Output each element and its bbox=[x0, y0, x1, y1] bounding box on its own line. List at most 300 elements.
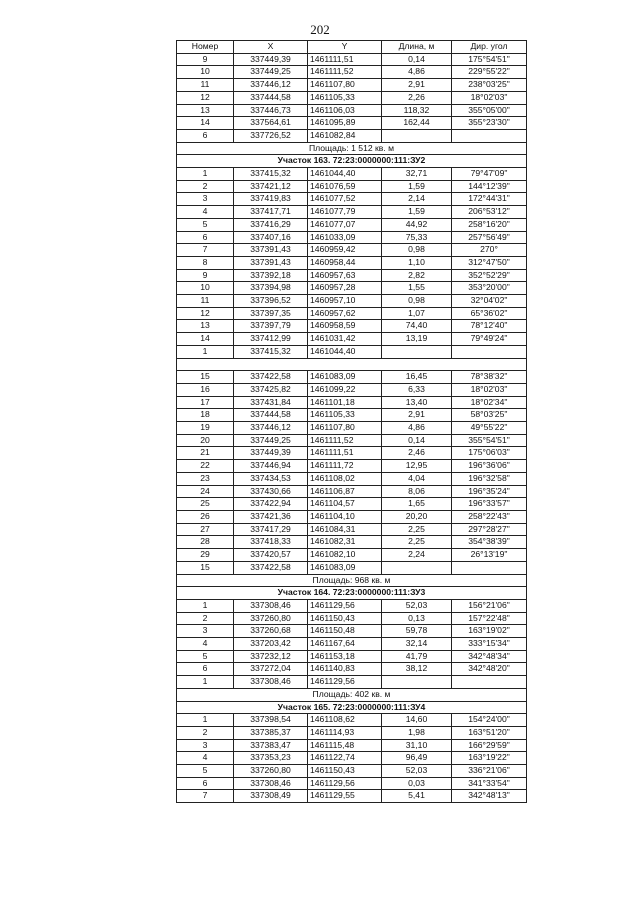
table-row bbox=[177, 523, 527, 536]
coord-x: 337449,39 bbox=[234, 447, 308, 460]
coord-y: 1461111,52 bbox=[308, 66, 382, 79]
point-number: 23 bbox=[177, 472, 234, 485]
direction-angle: 79°47'09" bbox=[452, 168, 527, 181]
point-number: 3 bbox=[177, 193, 234, 206]
coord-y: 1461076,59 bbox=[308, 180, 382, 193]
point-number: 5 bbox=[177, 650, 234, 663]
segment-length: 0,14 bbox=[382, 53, 452, 66]
point-number: 5 bbox=[177, 765, 234, 778]
table-row bbox=[177, 193, 527, 206]
direction-angle: 172°44'31" bbox=[452, 193, 527, 206]
table-row bbox=[177, 345, 527, 358]
table-row bbox=[177, 244, 527, 257]
coord-x: 337425,82 bbox=[234, 383, 308, 396]
table-row bbox=[177, 472, 527, 485]
table-row bbox=[177, 117, 527, 130]
coord-y: 1461101,18 bbox=[308, 396, 382, 409]
coord-y: 1461106,03 bbox=[308, 104, 382, 117]
direction-angle: 341°33'54" bbox=[452, 777, 527, 790]
header-direction-angle: Дир. угол bbox=[452, 41, 527, 54]
coord-x: 337446,12 bbox=[234, 79, 308, 92]
segment-length: 0,98 bbox=[382, 244, 452, 257]
coord-x: 337422,58 bbox=[234, 371, 308, 384]
segment-length: 14,60 bbox=[382, 714, 452, 727]
coord-x: 337394,98 bbox=[234, 282, 308, 295]
coord-x: 337398,54 bbox=[234, 714, 308, 727]
table-row bbox=[177, 536, 527, 549]
direction-angle: 196°36'06" bbox=[452, 460, 527, 473]
segment-length: 0,03 bbox=[382, 777, 452, 790]
blank-cell bbox=[177, 358, 527, 371]
table-row bbox=[177, 295, 527, 308]
coord-x: 337417,29 bbox=[234, 523, 308, 536]
direction-angle: 342°48'13" bbox=[452, 790, 527, 803]
table-row bbox=[177, 498, 527, 511]
table-row bbox=[177, 269, 527, 282]
section-heading: Участок 163. 72:23:0000000:111:ЗУ2 bbox=[177, 155, 527, 168]
segment-length: 1,59 bbox=[382, 206, 452, 219]
point-number: 12 bbox=[177, 307, 234, 320]
coord-x: 337308,49 bbox=[234, 790, 308, 803]
coord-x: 337260,80 bbox=[234, 765, 308, 778]
point-number: 9 bbox=[177, 53, 234, 66]
direction-angle: 229°55'22" bbox=[452, 66, 527, 79]
point-number: 21 bbox=[177, 447, 234, 460]
direction-angle: 196°32'58" bbox=[452, 472, 527, 485]
coord-y: 1461095,89 bbox=[308, 117, 382, 130]
point-number: 22 bbox=[177, 460, 234, 473]
direction-angle: 78°12'40" bbox=[452, 320, 527, 333]
direction-angle bbox=[452, 561, 527, 574]
table-row bbox=[177, 790, 527, 803]
coord-y: 1461044,40 bbox=[308, 168, 382, 181]
direction-angle: 238°03'25" bbox=[452, 79, 527, 92]
coord-y: 1461077,52 bbox=[308, 193, 382, 206]
coord-x: 337415,32 bbox=[234, 345, 308, 358]
segment-length: 44,92 bbox=[382, 218, 452, 231]
coord-x: 337422,58 bbox=[234, 561, 308, 574]
coord-y: 1461129,55 bbox=[308, 790, 382, 803]
direction-angle: 196°33'57" bbox=[452, 498, 527, 511]
coord-y: 1461104,57 bbox=[308, 498, 382, 511]
table-row bbox=[177, 777, 527, 790]
coord-y: 1461033,09 bbox=[308, 231, 382, 244]
point-number: 1 bbox=[177, 345, 234, 358]
coord-x: 337422,94 bbox=[234, 498, 308, 511]
direction-angle: 355°23'30" bbox=[452, 117, 527, 130]
coord-y: 1461129,56 bbox=[308, 599, 382, 612]
section-heading-row bbox=[177, 701, 527, 714]
point-number: 19 bbox=[177, 422, 234, 435]
direction-angle: 353°20'00" bbox=[452, 282, 527, 295]
coord-y: 1461077,07 bbox=[308, 218, 382, 231]
point-number: 8 bbox=[177, 256, 234, 269]
coord-y: 1460958,59 bbox=[308, 320, 382, 333]
coord-x: 337726,52 bbox=[234, 129, 308, 142]
direction-angle: 270° bbox=[452, 244, 527, 257]
direction-angle: 312°47'50" bbox=[452, 256, 527, 269]
coord-y: 1460957,10 bbox=[308, 295, 382, 308]
header-x: X bbox=[234, 41, 308, 54]
direction-angle: 79°49'24" bbox=[452, 333, 527, 346]
coord-x: 337385,37 bbox=[234, 726, 308, 739]
table-row bbox=[177, 447, 527, 460]
point-number: 24 bbox=[177, 485, 234, 498]
table-row bbox=[177, 460, 527, 473]
direction-angle: 297°28'27" bbox=[452, 523, 527, 536]
table-row bbox=[177, 612, 527, 625]
segment-length: 8,06 bbox=[382, 485, 452, 498]
segment-length: 41,79 bbox=[382, 650, 452, 663]
coord-y: 1460959,42 bbox=[308, 244, 382, 257]
direction-angle: 49°55'22" bbox=[452, 422, 527, 435]
segment-length: 0,14 bbox=[382, 434, 452, 447]
direction-angle: 258°16'20" bbox=[452, 218, 527, 231]
segment-length: 52,03 bbox=[382, 765, 452, 778]
header-number: Номер bbox=[177, 41, 234, 54]
direction-angle: 352°52'29" bbox=[452, 269, 527, 282]
point-number: 14 bbox=[177, 117, 234, 130]
coord-y: 1461107,80 bbox=[308, 79, 382, 92]
table-row bbox=[177, 549, 527, 562]
point-number: 1 bbox=[177, 676, 234, 689]
direction-angle: 257°56'49" bbox=[452, 231, 527, 244]
section-heading-row bbox=[177, 155, 527, 168]
coord-y: 1461082,10 bbox=[308, 549, 382, 562]
point-number: 15 bbox=[177, 561, 234, 574]
point-number: 12 bbox=[177, 91, 234, 104]
coord-x: 337391,43 bbox=[234, 256, 308, 269]
segment-length: 75,33 bbox=[382, 231, 452, 244]
coord-y: 1461106,87 bbox=[308, 485, 382, 498]
point-number: 3 bbox=[177, 625, 234, 638]
direction-angle: 154°24'00" bbox=[452, 714, 527, 727]
direction-angle: 336°21'06" bbox=[452, 765, 527, 778]
point-number: 18 bbox=[177, 409, 234, 422]
table-row bbox=[177, 726, 527, 739]
coord-x: 337449,25 bbox=[234, 434, 308, 447]
coord-y: 1460958,44 bbox=[308, 256, 382, 269]
header-length: Длина, м bbox=[382, 41, 452, 54]
coordinates-table bbox=[176, 40, 527, 803]
point-number: 1 bbox=[177, 168, 234, 181]
segment-length: 20,20 bbox=[382, 511, 452, 524]
coord-x: 337353,23 bbox=[234, 752, 308, 765]
segment-length: 2,91 bbox=[382, 409, 452, 422]
segment-length: 12,95 bbox=[382, 460, 452, 473]
point-number: 6 bbox=[177, 231, 234, 244]
table-row bbox=[177, 409, 527, 422]
direction-angle: 355°05'00" bbox=[452, 104, 527, 117]
point-number: 4 bbox=[177, 206, 234, 219]
area-label: Площадь: 402 кв. м bbox=[177, 688, 527, 701]
coord-y: 1461082,31 bbox=[308, 536, 382, 549]
point-number: 4 bbox=[177, 752, 234, 765]
table-row bbox=[177, 206, 527, 219]
table-row bbox=[177, 599, 527, 612]
coord-y: 1461082,84 bbox=[308, 129, 382, 142]
coord-x: 337415,32 bbox=[234, 168, 308, 181]
table-row bbox=[177, 168, 527, 181]
segment-length: 1,98 bbox=[382, 726, 452, 739]
coord-x: 337260,80 bbox=[234, 612, 308, 625]
area-row bbox=[177, 688, 527, 701]
point-number: 1 bbox=[177, 714, 234, 727]
coord-y: 1461153,18 bbox=[308, 650, 382, 663]
coord-y: 1461111,52 bbox=[308, 434, 382, 447]
segment-length: 1,55 bbox=[382, 282, 452, 295]
direction-angle: 206°53'12" bbox=[452, 206, 527, 219]
coord-y: 1461104,10 bbox=[308, 511, 382, 524]
table-row bbox=[177, 765, 527, 778]
point-number: 3 bbox=[177, 739, 234, 752]
blank-row bbox=[177, 358, 527, 371]
table-row bbox=[177, 371, 527, 384]
direction-angle: 18°02'03" bbox=[452, 91, 527, 104]
segment-length: 4,86 bbox=[382, 66, 452, 79]
point-number: 13 bbox=[177, 320, 234, 333]
table-row bbox=[177, 180, 527, 193]
direction-angle: 18°02'34" bbox=[452, 396, 527, 409]
point-number: 13 bbox=[177, 104, 234, 117]
area-row bbox=[177, 142, 527, 155]
table-row bbox=[177, 53, 527, 66]
segment-length: 2,25 bbox=[382, 536, 452, 549]
point-number: 11 bbox=[177, 79, 234, 92]
coord-x: 337397,35 bbox=[234, 307, 308, 320]
coord-y: 1460957,63 bbox=[308, 269, 382, 282]
coord-y: 1461105,33 bbox=[308, 409, 382, 422]
coord-y: 1461122,74 bbox=[308, 752, 382, 765]
direction-angle: 333°15'34" bbox=[452, 638, 527, 651]
header-y: Y bbox=[308, 41, 382, 54]
coord-x: 337421,36 bbox=[234, 511, 308, 524]
coord-y: 1461111,51 bbox=[308, 53, 382, 66]
table-row bbox=[177, 663, 527, 676]
table-row bbox=[177, 638, 527, 651]
segment-length: 1,59 bbox=[382, 180, 452, 193]
coord-y: 1460957,62 bbox=[308, 307, 382, 320]
coord-x: 337383,47 bbox=[234, 739, 308, 752]
table-row bbox=[177, 307, 527, 320]
segment-length: 31,10 bbox=[382, 739, 452, 752]
table-row bbox=[177, 231, 527, 244]
table-row bbox=[177, 625, 527, 638]
coord-x: 337446,73 bbox=[234, 104, 308, 117]
direction-angle: 78°38'32" bbox=[452, 371, 527, 384]
coord-y: 1461083,09 bbox=[308, 561, 382, 574]
segment-length bbox=[382, 561, 452, 574]
segment-length: 59,78 bbox=[382, 625, 452, 638]
table-row bbox=[177, 91, 527, 104]
table-row bbox=[177, 396, 527, 409]
coord-y: 1461031,42 bbox=[308, 333, 382, 346]
point-number: 6 bbox=[177, 777, 234, 790]
point-number: 2 bbox=[177, 180, 234, 193]
direction-angle: 196°35'24" bbox=[452, 485, 527, 498]
coord-y: 1461044,40 bbox=[308, 345, 382, 358]
direction-angle: 32°04'02" bbox=[452, 295, 527, 308]
point-number: 16 bbox=[177, 383, 234, 396]
segment-length: 38,12 bbox=[382, 663, 452, 676]
segment-length: 4,04 bbox=[382, 472, 452, 485]
coord-x: 337232,12 bbox=[234, 650, 308, 663]
point-number: 28 bbox=[177, 536, 234, 549]
coord-y: 1460957,28 bbox=[308, 282, 382, 295]
coord-x: 337564,61 bbox=[234, 117, 308, 130]
coord-x: 337446,94 bbox=[234, 460, 308, 473]
direction-angle: 355°54'51" bbox=[452, 434, 527, 447]
segment-length: 1,65 bbox=[382, 498, 452, 511]
point-number: 26 bbox=[177, 511, 234, 524]
point-number: 15 bbox=[177, 371, 234, 384]
page-number: 202 bbox=[310, 22, 330, 37]
segment-length: 2,14 bbox=[382, 193, 452, 206]
segment-length: 2,25 bbox=[382, 523, 452, 536]
coord-y: 1461111,51 bbox=[308, 447, 382, 460]
point-number: 11 bbox=[177, 295, 234, 308]
direction-angle: 354°38'39" bbox=[452, 536, 527, 549]
direction-angle: 258°22'43" bbox=[452, 511, 527, 524]
segment-length bbox=[382, 129, 452, 142]
coord-x: 337434,53 bbox=[234, 472, 308, 485]
coord-x: 337203,42 bbox=[234, 638, 308, 651]
area-row bbox=[177, 574, 527, 587]
direction-angle: 18°02'03" bbox=[452, 383, 527, 396]
coord-x: 337391,43 bbox=[234, 244, 308, 257]
coord-y: 1461115,48 bbox=[308, 739, 382, 752]
direction-angle: 26°13'19" bbox=[452, 549, 527, 562]
table-header-row bbox=[177, 41, 527, 54]
coord-x: 337446,12 bbox=[234, 422, 308, 435]
point-number: 1 bbox=[177, 599, 234, 612]
coord-x: 337407,16 bbox=[234, 231, 308, 244]
table-row bbox=[177, 561, 527, 574]
segment-length bbox=[382, 676, 452, 689]
direction-angle: 163°19'22" bbox=[452, 752, 527, 765]
coord-x: 337308,46 bbox=[234, 599, 308, 612]
coord-x: 337272,04 bbox=[234, 663, 308, 676]
coord-y: 1461084,31 bbox=[308, 523, 382, 536]
point-number: 17 bbox=[177, 396, 234, 409]
segment-length: 118,32 bbox=[382, 104, 452, 117]
coordinates-table-body bbox=[177, 41, 527, 803]
table-row bbox=[177, 739, 527, 752]
segment-length: 13,19 bbox=[382, 333, 452, 346]
segment-length: 32,71 bbox=[382, 168, 452, 181]
table-row bbox=[177, 333, 527, 346]
coord-y: 1461108,62 bbox=[308, 714, 382, 727]
point-number: 6 bbox=[177, 129, 234, 142]
segment-length: 13,40 bbox=[382, 396, 452, 409]
direction-angle bbox=[452, 676, 527, 689]
point-number: 7 bbox=[177, 244, 234, 257]
table-row bbox=[177, 676, 527, 689]
coord-x: 337417,71 bbox=[234, 206, 308, 219]
table-row bbox=[177, 66, 527, 79]
point-number: 5 bbox=[177, 218, 234, 231]
table-row bbox=[177, 129, 527, 142]
direction-angle: 163°51'20" bbox=[452, 726, 527, 739]
section-heading: Участок 165. 72:23:0000000:111:ЗУ4 bbox=[177, 701, 527, 714]
direction-angle: 175°06'03" bbox=[452, 447, 527, 460]
point-number: 25 bbox=[177, 498, 234, 511]
segment-length: 1,07 bbox=[382, 307, 452, 320]
direction-angle bbox=[452, 345, 527, 358]
coord-y: 1461150,43 bbox=[308, 765, 382, 778]
coord-x: 337260,68 bbox=[234, 625, 308, 638]
point-number: 10 bbox=[177, 66, 234, 79]
point-number: 6 bbox=[177, 663, 234, 676]
coord-y: 1461140,83 bbox=[308, 663, 382, 676]
coord-x: 337444,58 bbox=[234, 409, 308, 422]
section-heading: Участок 164. 72:23:0000000:111:ЗУ3 bbox=[177, 587, 527, 600]
coord-x: 337308,46 bbox=[234, 676, 308, 689]
point-number: 2 bbox=[177, 612, 234, 625]
segment-length: 1,10 bbox=[382, 256, 452, 269]
table-row bbox=[177, 218, 527, 231]
point-number: 10 bbox=[177, 282, 234, 295]
coord-y: 1461167,64 bbox=[308, 638, 382, 651]
segment-length: 4,86 bbox=[382, 422, 452, 435]
coord-y: 1461150,48 bbox=[308, 625, 382, 638]
coord-x: 337431,84 bbox=[234, 396, 308, 409]
segment-length: 32,14 bbox=[382, 638, 452, 651]
direction-angle: 156°21'06" bbox=[452, 599, 527, 612]
segment-length: 52,03 bbox=[382, 599, 452, 612]
direction-angle: 65°36'02" bbox=[452, 307, 527, 320]
segment-length: 96,49 bbox=[382, 752, 452, 765]
segment-length: 5,41 bbox=[382, 790, 452, 803]
segment-length bbox=[382, 345, 452, 358]
table-row bbox=[177, 79, 527, 92]
segment-length: 2,91 bbox=[382, 79, 452, 92]
coord-y: 1461111,72 bbox=[308, 460, 382, 473]
table-row bbox=[177, 752, 527, 765]
table-row bbox=[177, 511, 527, 524]
coord-x: 337444,58 bbox=[234, 91, 308, 104]
table-row bbox=[177, 282, 527, 295]
coord-x: 337420,57 bbox=[234, 549, 308, 562]
table-row bbox=[177, 422, 527, 435]
point-number: 20 bbox=[177, 434, 234, 447]
table-row bbox=[177, 714, 527, 727]
coord-x: 337449,39 bbox=[234, 53, 308, 66]
direction-angle: 166°29'59" bbox=[452, 739, 527, 752]
segment-length: 0,13 bbox=[382, 612, 452, 625]
segment-length: 0,98 bbox=[382, 295, 452, 308]
coord-x: 337308,46 bbox=[234, 777, 308, 790]
point-number: 7 bbox=[177, 790, 234, 803]
section-heading-row bbox=[177, 587, 527, 600]
table-row bbox=[177, 256, 527, 269]
point-number: 14 bbox=[177, 333, 234, 346]
direction-angle: 342°48'20" bbox=[452, 663, 527, 676]
point-number: 9 bbox=[177, 269, 234, 282]
coord-y: 1461083,09 bbox=[308, 371, 382, 384]
direction-angle: 58°03'25" bbox=[452, 409, 527, 422]
coord-x: 337421,12 bbox=[234, 180, 308, 193]
direction-angle: 144°12'39" bbox=[452, 180, 527, 193]
coord-y: 1461114,93 bbox=[308, 726, 382, 739]
area-label: Площадь: 968 кв. м bbox=[177, 574, 527, 587]
table-row bbox=[177, 650, 527, 663]
coord-x: 337396,52 bbox=[234, 295, 308, 308]
segment-length: 162,44 bbox=[382, 117, 452, 130]
table-row bbox=[177, 104, 527, 117]
segment-length: 6,33 bbox=[382, 383, 452, 396]
coord-x: 337412,99 bbox=[234, 333, 308, 346]
